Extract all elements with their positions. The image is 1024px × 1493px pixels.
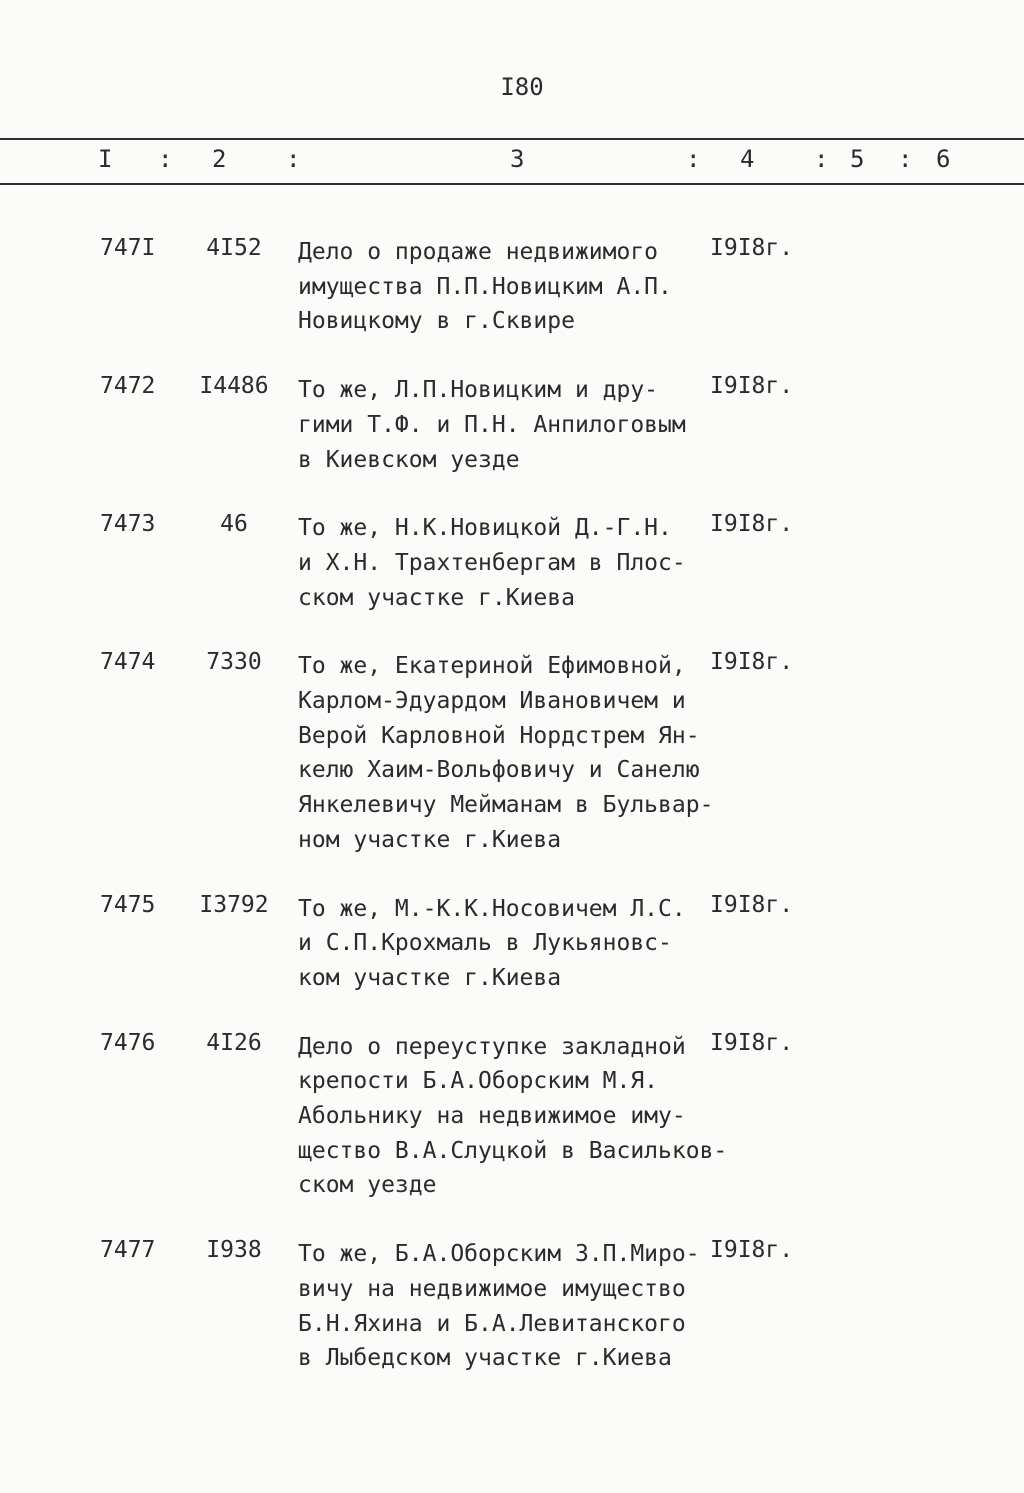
- record-year: I9I8г.: [710, 649, 794, 676]
- record-year: I9I8г.: [710, 235, 794, 261]
- description-line: щество В.А.Слуцкой в Васильков-: [298, 1137, 728, 1164]
- record-description: [298, 649, 718, 857]
- record-row: [0, 892, 1024, 996]
- record-year: I9I8г.: [710, 1237, 794, 1264]
- description-line: в Киевском уезде: [298, 446, 520, 473]
- description-line: То же, Н.К.Новицкой Д.-Г.Н.: [298, 515, 672, 542]
- description-line: То же, Л.П.Новицким и дру-: [298, 377, 659, 404]
- record-year: I9I8г.: [710, 511, 794, 538]
- column-header-2: 2: [212, 145, 227, 173]
- column-separator: :: [158, 145, 173, 173]
- description-line: ском участке г.Киева: [298, 584, 575, 611]
- record-description: [298, 1030, 728, 1204]
- description-line: Верой Карловной Нордстрем Ян-: [298, 722, 700, 749]
- old-number: 46: [220, 511, 248, 538]
- description-line: вичу на недвижимое имущество: [298, 1275, 686, 1302]
- description-line: крепости Б.А.Оборским М.Я.: [298, 1068, 659, 1095]
- header-rule-bottom: [0, 183, 1024, 185]
- record-number: 7472: [100, 373, 156, 400]
- description-line: То же, М.-К.К.Носовичем Л.С.: [298, 895, 686, 922]
- record-number: 747I: [100, 235, 156, 261]
- record-description: [298, 235, 718, 339]
- description-line: Новицкому в г.Сквире: [298, 308, 575, 335]
- record-number: 7476: [100, 1029, 156, 1056]
- old-number: I4486: [199, 373, 269, 400]
- record-number: 7473: [100, 511, 156, 538]
- column-header-6: 6: [936, 145, 951, 173]
- old-number: I3792: [199, 891, 269, 918]
- description-line: Абольнику на недвижимое иму-: [298, 1103, 686, 1130]
- records-list: [0, 235, 1024, 1410]
- record-year: I9I8г.: [710, 373, 794, 400]
- record-row: [0, 235, 1024, 339]
- record-row: [0, 1237, 1024, 1376]
- record-year: I9I8г.: [710, 891, 794, 918]
- record-description: [298, 892, 718, 996]
- description-line: и Х.Н. Трахтенбергам в Плос-: [298, 549, 686, 576]
- description-line: То же, Екатериной Ефимовной,: [298, 653, 686, 680]
- column-header-3: 3: [510, 145, 525, 173]
- description-line: и С.П.Крохмаль в Лукьяновс-: [298, 930, 672, 957]
- old-number: 4I26: [206, 1029, 262, 1056]
- description-line: имущества П.П.Новицким А.П.: [298, 273, 672, 300]
- description-line: Б.Н.Яхина и Б.А.Левитанского: [298, 1310, 686, 1337]
- description-line: келю Хаим-Вольфовичу и Санелю: [298, 757, 700, 784]
- record-number: 7475: [100, 891, 156, 918]
- column-separator: :: [814, 145, 829, 173]
- old-number: I938: [206, 1237, 262, 1264]
- description-line: То же, Б.А.Оборским З.П.Миро-: [298, 1241, 700, 1268]
- description-line: ском уезде: [298, 1172, 437, 1199]
- record-row: [0, 511, 1024, 615]
- record-row: [0, 649, 1024, 857]
- description-line: Янкелевичу Мейманам в Бульвар-: [298, 792, 714, 819]
- record-number: 7477: [100, 1237, 156, 1264]
- column-header-1: I: [98, 145, 113, 173]
- old-number: 7330: [206, 649, 262, 676]
- description-line: ном участке г.Киева: [298, 826, 562, 853]
- record-description: [298, 511, 718, 615]
- old-number: 4I52: [206, 235, 262, 261]
- record-number: 7474: [100, 649, 156, 676]
- column-separator: :: [686, 145, 701, 173]
- record-row: [0, 1030, 1024, 1204]
- column-separator: :: [898, 145, 913, 173]
- description-line: Карлом-Эдуардом Ивановичем и: [298, 688, 686, 715]
- record-row: [0, 373, 1024, 477]
- header-rule-top: [0, 138, 1024, 140]
- column-header-5: 5: [850, 145, 865, 173]
- page-number: I80: [500, 73, 544, 101]
- description-line: Дело о продаже недвижимого: [298, 239, 659, 265]
- column-header-4: 4: [740, 145, 755, 173]
- description-line: в Лыбедском участке г.Киева: [298, 1345, 672, 1372]
- record-year: I9I8г.: [710, 1029, 794, 1056]
- record-description: [298, 1237, 718, 1376]
- description-line: ком участке г.Киева: [298, 964, 562, 991]
- record-description: [298, 373, 718, 477]
- description-line: Дело о переуступке закладной: [298, 1033, 686, 1060]
- description-line: гими Т.Ф. и П.Н. Анпилоговым: [298, 411, 686, 438]
- column-separator: :: [286, 145, 301, 173]
